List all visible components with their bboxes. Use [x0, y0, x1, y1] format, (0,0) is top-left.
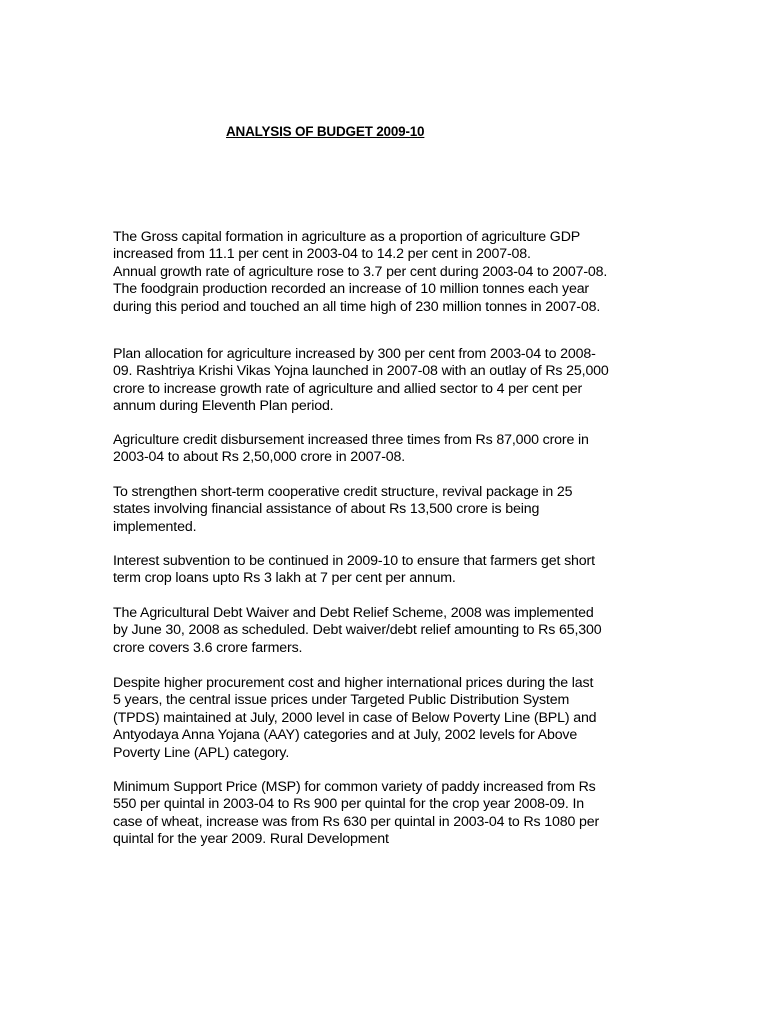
paragraph-plan-allocation: Plan allocation for agriculture increased by 300 per cent from 2003-04 to 2008- 09. Rashtriya Krishi Vikas Yojna launched in 2007-08 with an outlay of Rs 25,000 crore to increase growth rate of agriculture and allied sector to 4 per cent per annum during Eleventh Plan period.: [113, 346, 609, 415]
paragraph-debt-waiver: The Agricultural Debt Waiver and Debt Relief Scheme, 2008 was implemented by June 30, 2008 as scheduled. Debt waiver/debt relief amounting to Rs 65,300 crore covers 3.6 crore farmers.: [113, 605, 602, 656]
document-title: ANALYSIS OF BUDGET 2009-10: [226, 124, 425, 139]
paragraph-cooperative-credit: To strengthen short-term cooperative credit structure, revival package in 25 states involving financial assistance of about Rs 13,500 crore is being implemented.: [113, 484, 573, 535]
paragraph-interest-subvention: Interest subvention to be continued in 2009-10 to ensure that farmers get short term crop loans upto Rs 3 lakh at 7 per cent per annum.: [113, 553, 595, 587]
paragraph-credit-disbursement: Agriculture credit disbursement increased three times from Rs 87,000 crore in 2003-04 to about Rs 2,50,000 crore in 2007-08.: [113, 432, 589, 466]
paragraph-minimum-support-price: Minimum Support Price (MSP) for common variety of paddy increased from Rs 550 per quintal in 2003-04 to Rs 900 per quintal for the crop year 2008-09. In case of wheat, increase was from Rs 630 per quintal in 2003-04 to Rs 1080 per quintal for the year 2009. Rural Development: [113, 779, 600, 848]
paragraph-issue-prices: Despite higher procurement cost and higher international prices during the last 5 years, the central issue prices under Targeted Public Distribution System (TPDS) maintained at July, 2000 level in case of Below Poverty Line (BPL) and Antyodaya Anna Yojana (AAY) categories and at July, 2002 levels for Above Poverty Line (APL) category.: [113, 675, 597, 761]
paragraph-capital-formation: The Gross capital formation in agriculture as a proportion of agriculture GDP increased from 11.1 per cent in 2003-04 to 14.2 per cent in 2007-08. Annual growth rate of agriculture rose to 3.7 per cent during 2003-04 to 2007-08. The foodgrain production recorded an increase of 10 million tonnes each year during this period and touched an all time high of 230 million tonnes in 2007-08.: [113, 229, 608, 315]
